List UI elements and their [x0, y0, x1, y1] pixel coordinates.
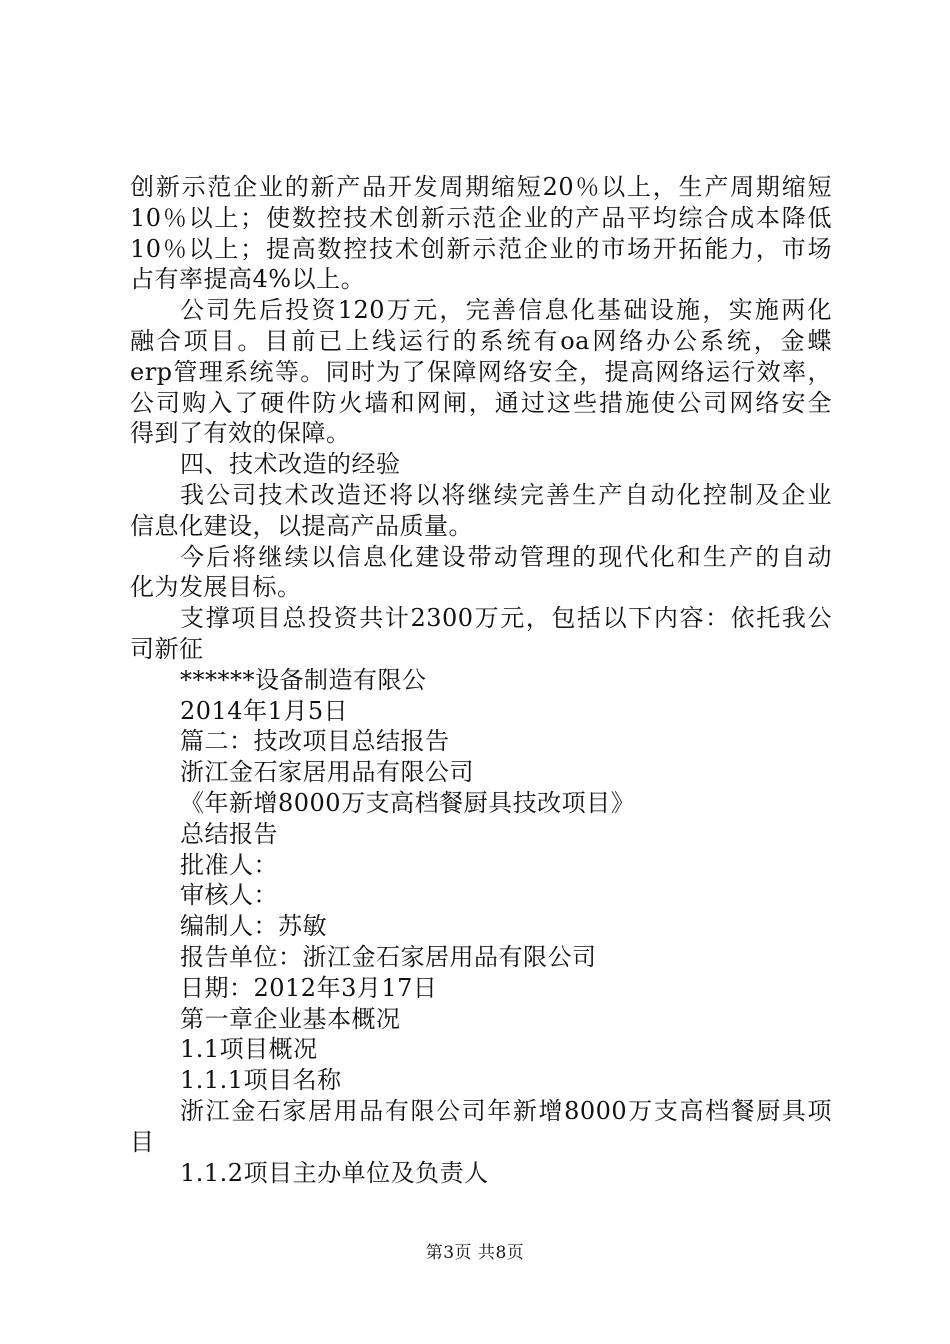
- editor-field: 编制人：苏敏: [180, 912, 327, 941]
- body-line: 公司先后投资120万元，完善信息化基础设施，实施两化: [180, 296, 832, 325]
- subsection-heading: 1.1.1项目名称: [180, 1066, 342, 1095]
- report-unit-field: 报告单位：浙江金石家居用品有限公司: [180, 942, 597, 971]
- body-line: 创新示范企业的新产品开发周期缩短20％以上，生产周期缩短: [130, 173, 832, 201]
- chapter-heading: 第一章企业基本概况: [180, 1004, 401, 1033]
- body-line: 目: [130, 1127, 155, 1156]
- section-heading: 四、技术改造的经验: [180, 450, 401, 479]
- body-line: 司新征: [130, 634, 204, 663]
- body-line: 10％以上；提高数控技术创新示范企业的市场开拓能力，市场: [130, 234, 832, 263]
- page-number: 第3页 共8页: [425, 1243, 525, 1263]
- company-signature: ******设备制造有限公: [180, 665, 427, 694]
- approver-field: 批准人：: [180, 850, 278, 879]
- body-line: 今后将继续以信息化建设带动管理的现代化和生产的自动: [180, 542, 832, 571]
- report-date-field: 日期：2012年3月17日: [180, 973, 438, 1002]
- body-line: 融合项目。目前已上线运行的系统有oa网络办公系统，金蝶: [130, 326, 832, 355]
- section-heading: 1.1项目概况: [180, 1035, 318, 1064]
- subsection-heading: 1.1.2项目主办单位及负责人: [180, 1158, 489, 1187]
- body-line: erp管理系统等。同时为了保障网络安全，提高网络运行效率，: [130, 357, 832, 386]
- body-line: 浙江金石家居用品有限公司年新增8000万支高档餐厨具项: [180, 1096, 832, 1125]
- signature-date: 2014年1月5日: [180, 696, 349, 725]
- body-line: 信息化建设，以提高产品质量。: [130, 511, 473, 540]
- reviewer-field: 审核人：: [180, 881, 278, 910]
- body-line: 得到了有效的保障。: [130, 419, 351, 448]
- company-name: 浙江金石家居用品有限公司: [180, 758, 474, 787]
- body-line: 10％以上；使数控技术创新示范企业的产品平均综合成本降低: [130, 203, 832, 232]
- chapter-heading: 篇二：技改项目总结报告: [180, 727, 450, 756]
- document-body: [130, 172, 832, 1188]
- body-line: 公司购入了硬件防火墙和网闸，通过这些措施使公司网络安全: [130, 388, 832, 417]
- body-line: 我公司技术改造还将以将继续完善生产自动化控制及企业: [180, 480, 832, 509]
- report-title: 总结报告: [180, 819, 278, 848]
- project-title: 《年新增8000万支高档餐厨具技改项目》: [180, 788, 636, 817]
- body-line: 支撑项目总投资共计2300万元，包括以下内容：依托我公: [180, 604, 832, 633]
- body-line: 占有率提高4%以上。: [130, 265, 366, 294]
- body-line: 化为发展目标。: [130, 573, 302, 602]
